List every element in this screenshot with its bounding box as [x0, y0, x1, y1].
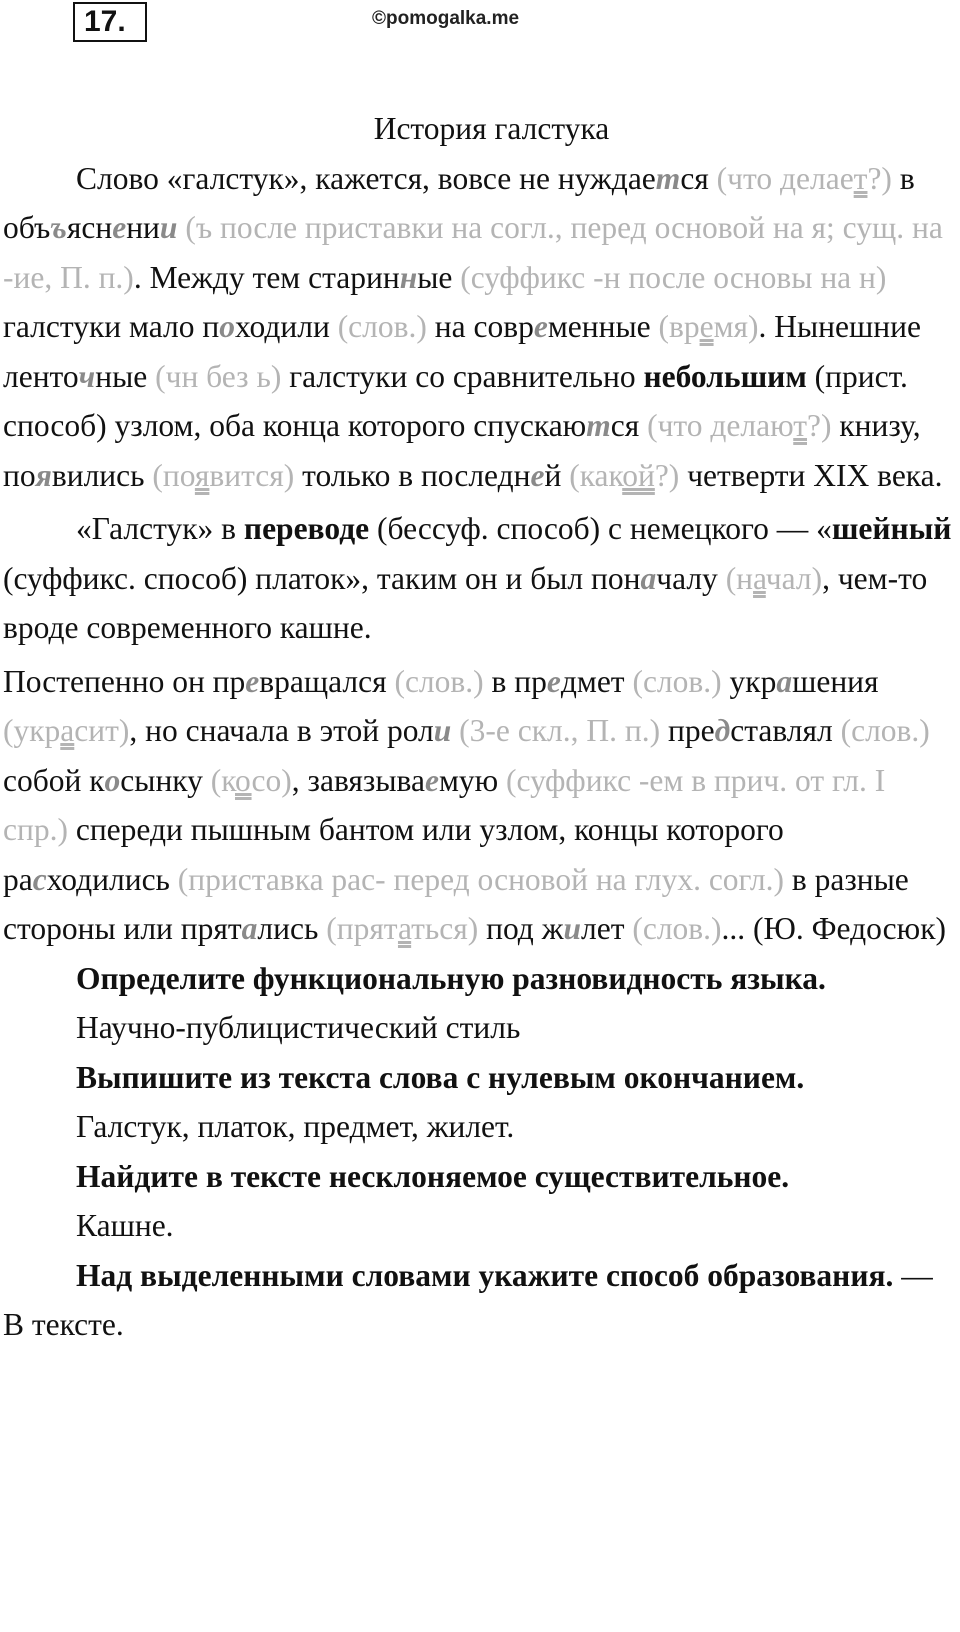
task-question-4-text: Над выделенными словами укажите способ образования.	[76, 1257, 894, 1293]
document-body	[3, 104, 958, 1350]
exercise-number: 17.	[73, 2, 147, 42]
watermark: ©pomogalka.me	[372, 8, 520, 29]
page-header	[0, 0, 960, 60]
text-paragraph-3: Постепенно он превращался (слов.) в предмет (слов.) украшения (украсит), но сначала в этой роли (3-е скл., П. п.) представлял (слов.) собой косынку (косо), завязываемую (суффикс -ем в прич. от гл. I спр.) спереди пышным бантом или узлом, концы которого расходились (приставка рас- перед основой на глух. согл.) в разные стороны или прятались (прятаться) под жилет (слов.)... (Ю. Федосюк)	[3, 663, 946, 946]
text-title: История галстука	[373, 111, 610, 146]
task-answer-4: — В тексте.	[3, 1257, 933, 1342]
task-question-2: Выпишите из текста слова с нулевым окончанием.	[76, 1059, 805, 1095]
task-answer-1: Научно-публицистический стиль	[76, 1010, 521, 1045]
task-answer-2: Галстук, платок, предмет, жилет.	[76, 1109, 515, 1144]
task-question-4	[3, 1251, 958, 1350]
task-question-3: Найдите в тексте несклоняемое существительное.	[76, 1158, 790, 1194]
text-paragraph-2: «Галстук» в переводе (бессуф. способ) с немецкого — «шейный (суффикс. способ) платок», таким он и был поначалу (начал), чем-то вроде современного кашне.	[3, 511, 952, 645]
task-answer-3: Кашне.	[76, 1208, 174, 1243]
text-paragraph-1: Слово «галстук», кажется, вовсе не нуждается (что делает?) в объъяснении (ъ после приставки на согл., перед основой на я; сущ. на -ие, П. п.). Между тем старинные (суффикс -н после основы на н) галстуки мало походили (слов.) на современные (время). Нынешние ленточные (чн без ь) галстуки со сравнительно небольшим (прист. способ) узлом, оба конца которого спускаются (что делают?) книзу, появились (появится) только в последней (какой?) четверти XIX века.	[3, 160, 943, 493]
task-question-1: Определите функциональную разновидность языка.	[76, 960, 826, 996]
